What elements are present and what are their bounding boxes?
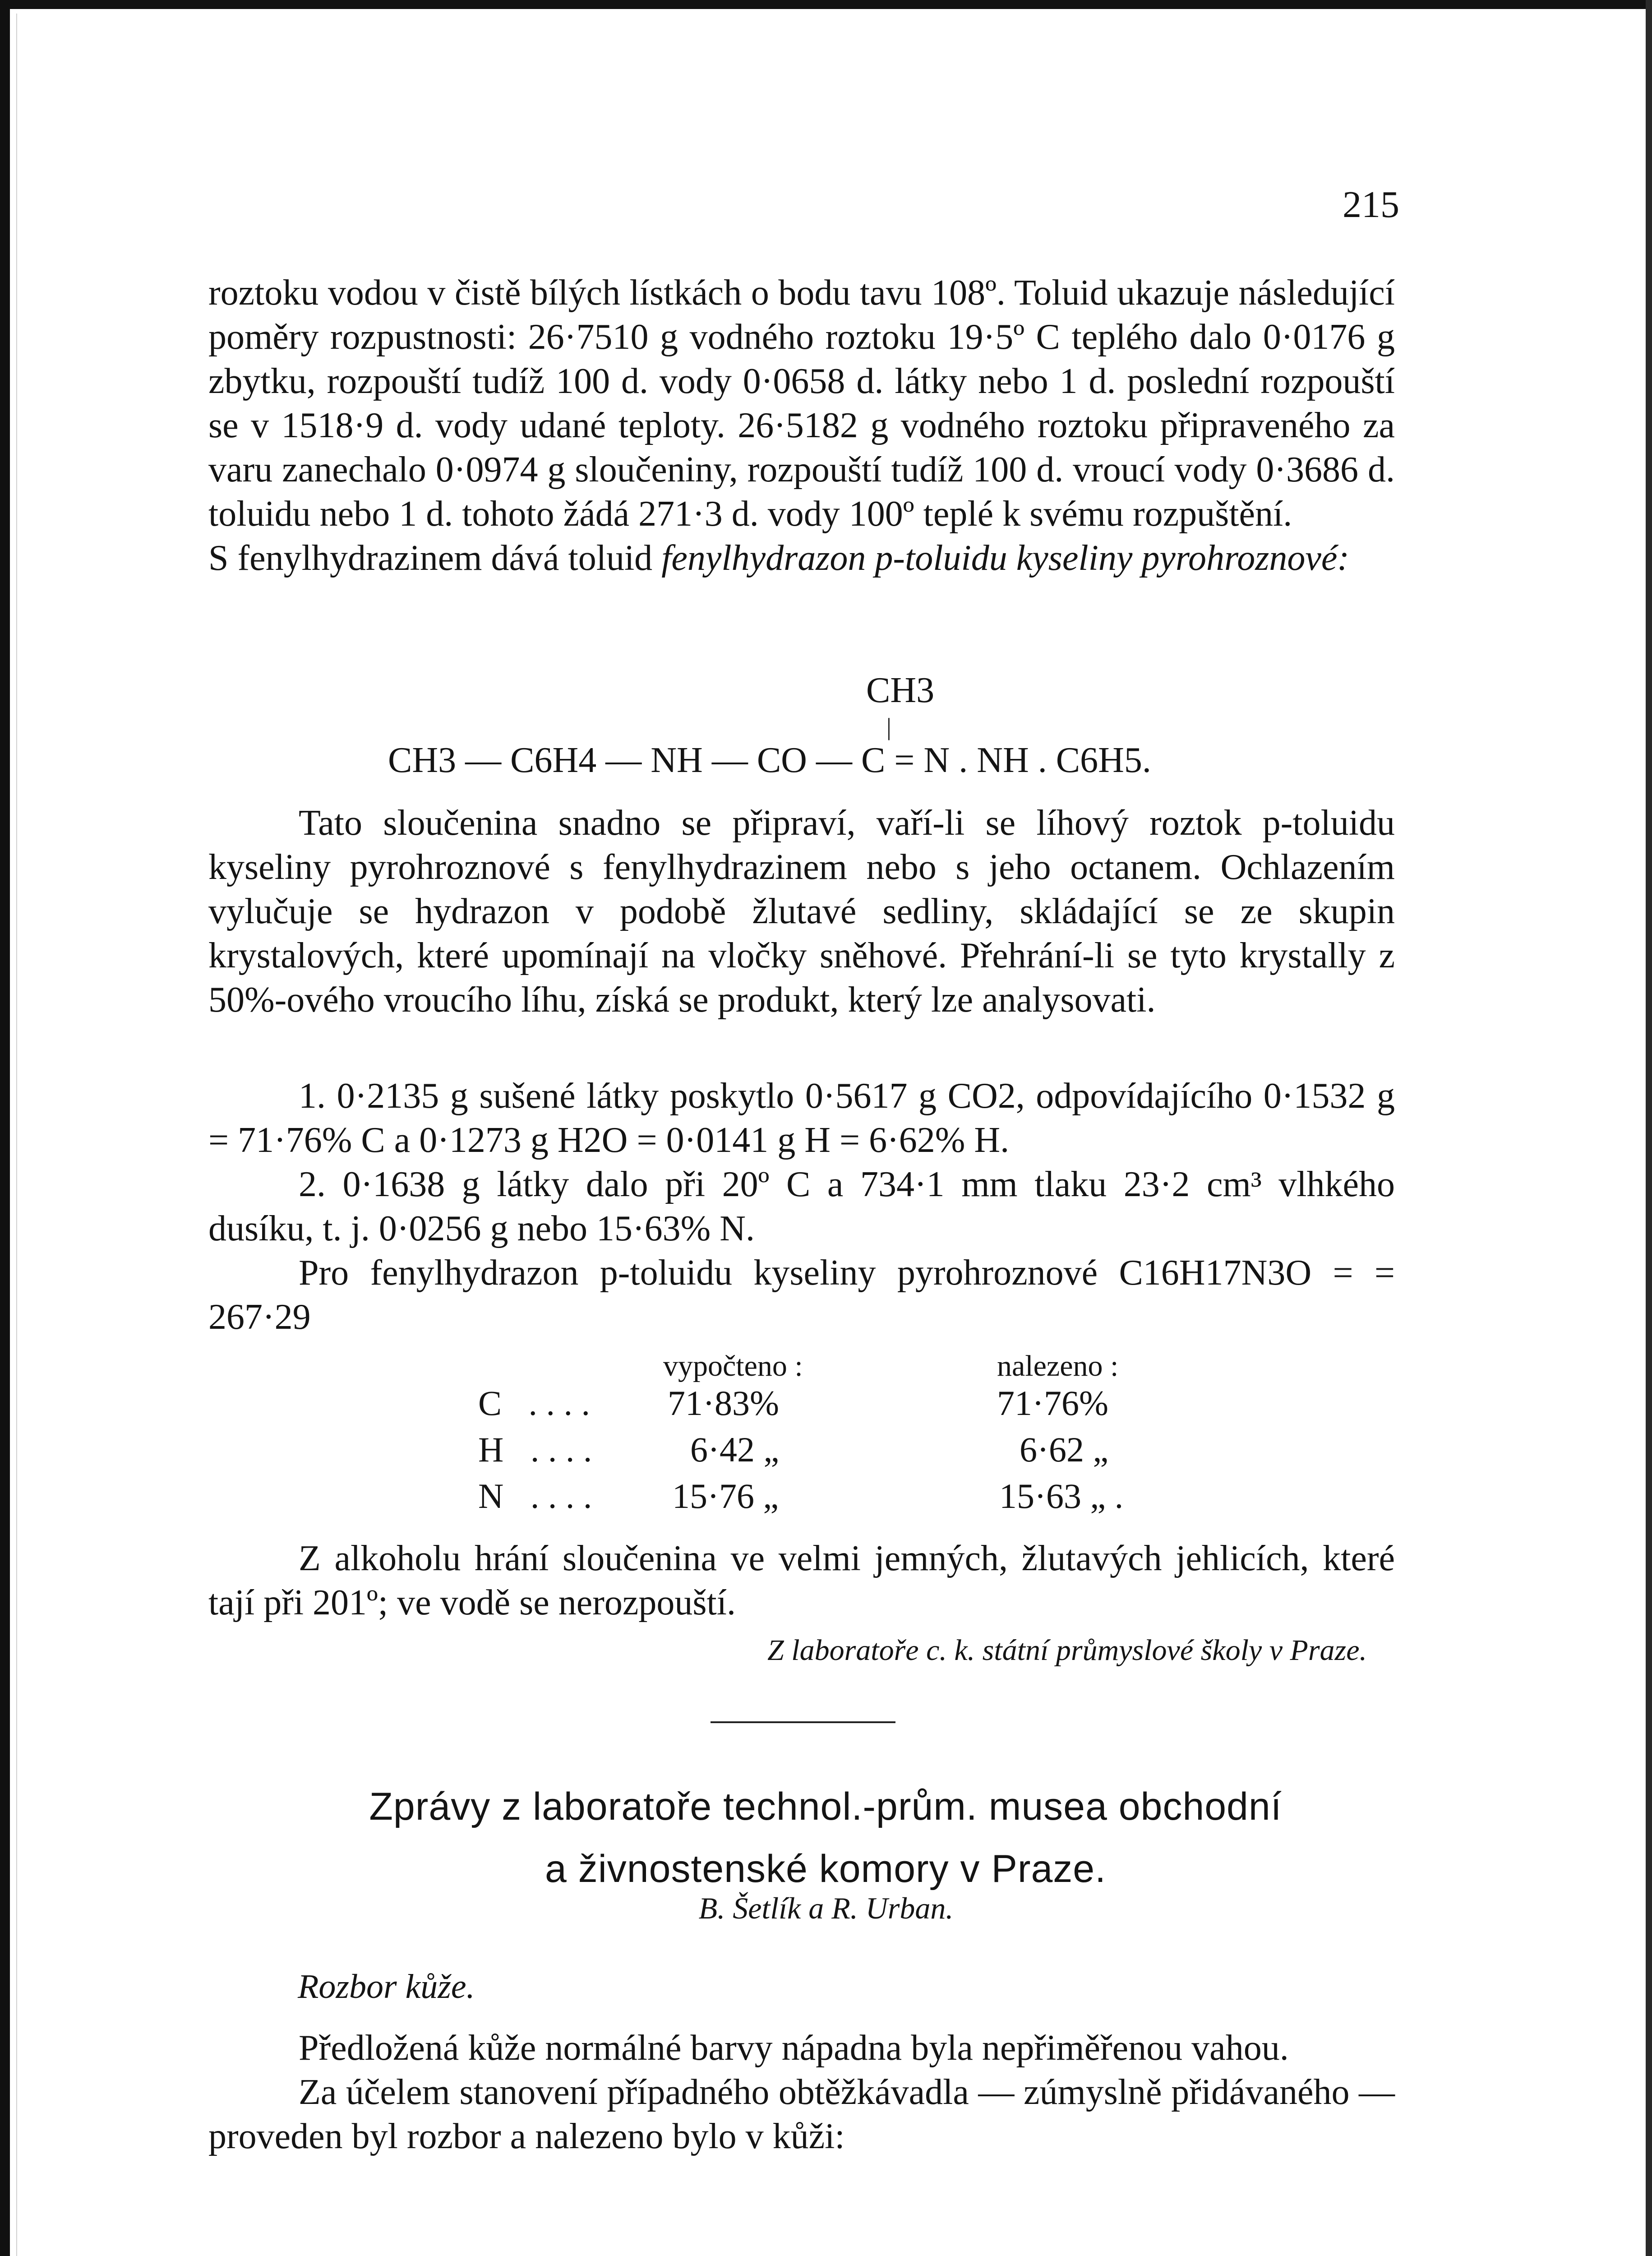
table-row (478, 1476, 1124, 1516)
row-dots: . . . . (530, 1430, 592, 1469)
row-dots: . . . . (528, 1383, 591, 1423)
sentence-italic: fenylhydrazon p-toluidu kyseliny pyrohroznové: (661, 538, 1349, 578)
table-header-found: nalezeno : (997, 1350, 1119, 1382)
paragraph-preparation (208, 801, 1395, 1022)
subheading: Rozbor kůže. (298, 1968, 475, 2006)
paragraph-text: Z alkoholu hrání sloučenina ve velmi jemných, žlutavých jehlicích, které tají při 201º; ve vodě se nerozpouští. (208, 1539, 1395, 1623)
row-found: 6·62 „ (1020, 1430, 1109, 1469)
analysis-block (208, 1074, 1395, 1339)
formula-main: CH3 — C6H4 — NH — CO — C = N . NH . C6H5. (388, 740, 1151, 780)
table-header-calculated: vypočteno : (663, 1350, 803, 1382)
section-title-line-1: Zprávy z laboratoře technol.-prům. musea obchodní (369, 1785, 1282, 1828)
page-number: 215 (1343, 184, 1399, 226)
phenylhydrazine-sentence (208, 536, 1395, 580)
paragraph-text: Za účelem stanovení případného obtěžkávadla — zúmyslně přidávaného — proveden byl rozbor a nalezeno bylo v kůži: (208, 2072, 1395, 2156)
analysis-line-1: 1. 0·2135 g sušené látky poskytlo 0·5617 g CO2, odpovídajícího 0·1532 g = 71·76% C a 0·1273 g H2O = 0·0141 g H = 6·62% H. (208, 1076, 1395, 1160)
section-separator (711, 1721, 895, 1723)
row-element: H (478, 1430, 504, 1469)
paragraph-leather (208, 2026, 1395, 2159)
row-found: 71·76% (997, 1383, 1108, 1423)
paragraph-crystallization (208, 1536, 1395, 1625)
row-dots: . . . . (530, 1476, 592, 1516)
scan-edge-top (0, 0, 1652, 9)
row-found: 15·63 „ . (999, 1476, 1124, 1516)
sentence-lead: S fenylhydrazinem dává toluid (208, 538, 662, 578)
section-authors: B. Šetlík a R. Urban. (698, 1891, 954, 1925)
formula-top-group: CH3 (866, 670, 935, 710)
section-title (189, 1775, 1462, 1900)
table-row (478, 1383, 1108, 1424)
row-calculated: 71·83% (668, 1383, 779, 1423)
paragraph-text: Tato sloučenina snadno se připraví, vaří-li se líhový roztok p-toluidu kyseliny pyrohroznové s fenylhydrazinem nebo s jeho octanem. Ochlazením vylučuje se hydrazon v podobě žlutavé sedliny, skládající se ze skupin krystalových, které upomínají na vločky sněhové. Přehrání-li se tyto krystally z 50%-ového vroucího líhu, získá se produkt, který lze analysovati. (208, 803, 1395, 1020)
formula-bond: | (886, 713, 891, 740)
table-row (478, 1429, 1109, 1470)
paragraph-text: roztoku vodou v čistě bílých lístkách o bodu tavu 108º. Toluid ukazuje následující poměry rozpustnosti: 26·7510 g vodného roztoku 19·5º C teplého dalo 0·0176 g zbytku, rozpouští tudíž 100 d. vody 0·0658 d. látky nebo 1 d. poslední rozpouští se v 1518·9 d. vody udané teploty. 26·5182 g vodného roztoku připraveného za varu zanechalo 0·0974 g sloučeniny, rozpouští tudíž 100 d. vroucí vody 0·3686 d. toluidu nebo 1 d. tohoto žádá 271·3 d. vody 100º teplé k svému rozpuštění. (208, 273, 1395, 534)
paragraph-text: Předložená kůže normálné barvy nápadna byla nepřiměřenou vahou. (299, 2028, 1289, 2068)
analysis-line-3: Pro fenylhydrazon p-toluidu kyseliny pyrohroznové C16H17N3O = = 267·29 (208, 1253, 1395, 1337)
section-title-line-2: a živnostenské komory v Praze. (545, 1847, 1107, 1891)
row-calculated: 6·42 „ (690, 1430, 780, 1469)
laboratory-credit: Z laboratoře c. k. státní průmyslové školy v Praze. (767, 1634, 1367, 1667)
row-calculated: 15·76 „ (672, 1476, 779, 1516)
row-element: N (478, 1476, 504, 1516)
analysis-line-2: 2. 0·1638 g látky dalo při 20º C a 734·1 mm tlaku 23·2 cm³ vlhkého dusíku, t. j. 0·0256 g nebo 15·63% N. (208, 1165, 1395, 1248)
paragraph-solubility (208, 271, 1395, 580)
row-element: C (478, 1383, 502, 1423)
